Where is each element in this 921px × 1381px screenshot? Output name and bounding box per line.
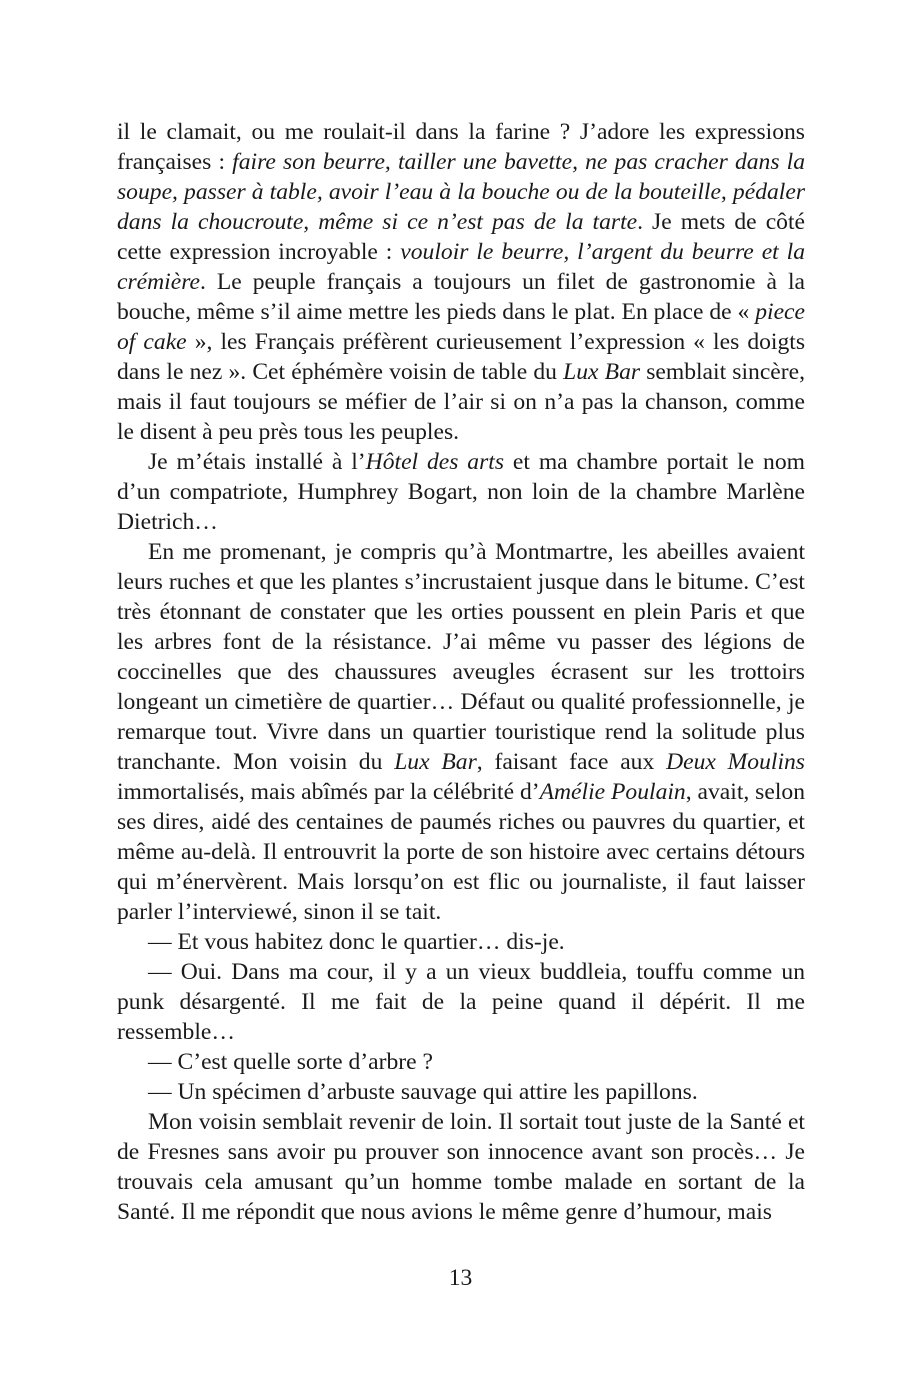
paragraph [117,447,805,537]
text-run: — C’est quelle sorte d’arbre ? [148,1049,433,1075]
italic-text-run: Amélie Poulain [539,779,686,805]
text-run: — Et vous habitez donc le quartier… dis-je. [148,929,565,955]
page-body-text [117,117,805,1227]
text-run: . Je mets de côté cette expression incroyable : [117,209,805,265]
text-run: semblait sincère, mais il faut toujours se méfier de l’air si on n’a pas la chanson, comme le disent à peu près tous les peuples. [117,359,805,445]
text-run: Je m’étais installé à l’ [148,449,366,475]
page-number: 13 [448,1265,473,1291]
paragraph [117,537,805,927]
text-run: », les Français préfèrent curieusement l’expression « les doigts dans le nez ». Cet éphémère voisin de table du [117,329,806,385]
italic-text-run: Hôtel des arts [365,449,505,475]
text-run: immortalisés, mais abîmés par la célébrité d’ [117,779,540,805]
paragraph [117,927,805,957]
paragraph [117,1077,805,1107]
italic-text-run: faire son beurre, tailler une bavette, ne pas cracher dans la soupe, passer à table, avoir l’eau à la bouche ou de la bouteille, pédaler dans la choucroute, même si ce n’est pas de la tarte [117,149,806,235]
paragraph [117,117,805,447]
text-run: et ma chambre portait le nom d’un compatriote, Humphrey Bogart, non loin de la chambre Marlène Dietrich… [117,449,805,535]
italic-text-run: vouloir le beurre, l’argent du beurre et la crémière [117,239,806,295]
paragraph [117,1107,805,1227]
text-run: , avait, selon ses dires, aidé des centaines de paumés riches ou pauvres du quartier, et même au-delà. Il entrouvrit la porte de son histoire avec certains détours qui m’énervèrent. Mais lorsqu’on est flic ou journaliste, il faut laisser parler l’interviewé, sinon il se tait. [117,779,805,925]
text-run: . Le peuple français a toujours un filet de gastronomie à la bouche, même s’il aime mettre les pieds dans le plat. En place de « [117,269,805,325]
paragraph [117,957,805,1047]
text-run: , faisant face aux [476,749,667,775]
text-run: En me promenant, je compris qu’à Montmartre, les abeilles avaient leurs ruches et que les plantes s’incrustaient jusque dans le bitume. C’est très étonnant de constater que les orties poussent en plein Paris et que les arbres font de la résistance. J’ai même vu passer des légions de coccinelles que des chaussures aveugles écrasent sur les trottoirs longeant un cimetière de quartier… Défaut ou qualité professionnelle, je remarque tout. Vivre dans un quartier touristique rend la solitude plus tranchante. Mon voisin du [117,539,805,775]
italic-text-run: Lux Bar [563,359,641,385]
text-run: — Oui. Dans ma cour, il y a un vieux buddleia, touffu comme un punk désargenté. Il me fait de la peine quand il dépérit. Il me ressemble… [117,959,805,1045]
text-run: Mon voisin semblait revenir de loin. Il sortait tout juste de la Santé et de Fresnes sans avoir pu prouver son innocence avant son procès… Je trouvais cela amusant qu’un homme tombe malade en sortant de la Santé. Il me répondit que nous avions le même genre d’humour, mais [117,1109,805,1225]
paragraph [117,1047,805,1077]
text-run: il le clamait, ou me roulait-il dans la farine ? J’adore les expressions françaises : [117,119,805,175]
italic-text-run: Lux Bar [394,749,477,775]
italic-text-run: Deux Moulins [666,749,805,775]
italic-text-run: piece of cake [117,299,805,355]
text-run: — Un spécimen d’arbuste sauvage qui attire les papillons. [148,1079,698,1105]
